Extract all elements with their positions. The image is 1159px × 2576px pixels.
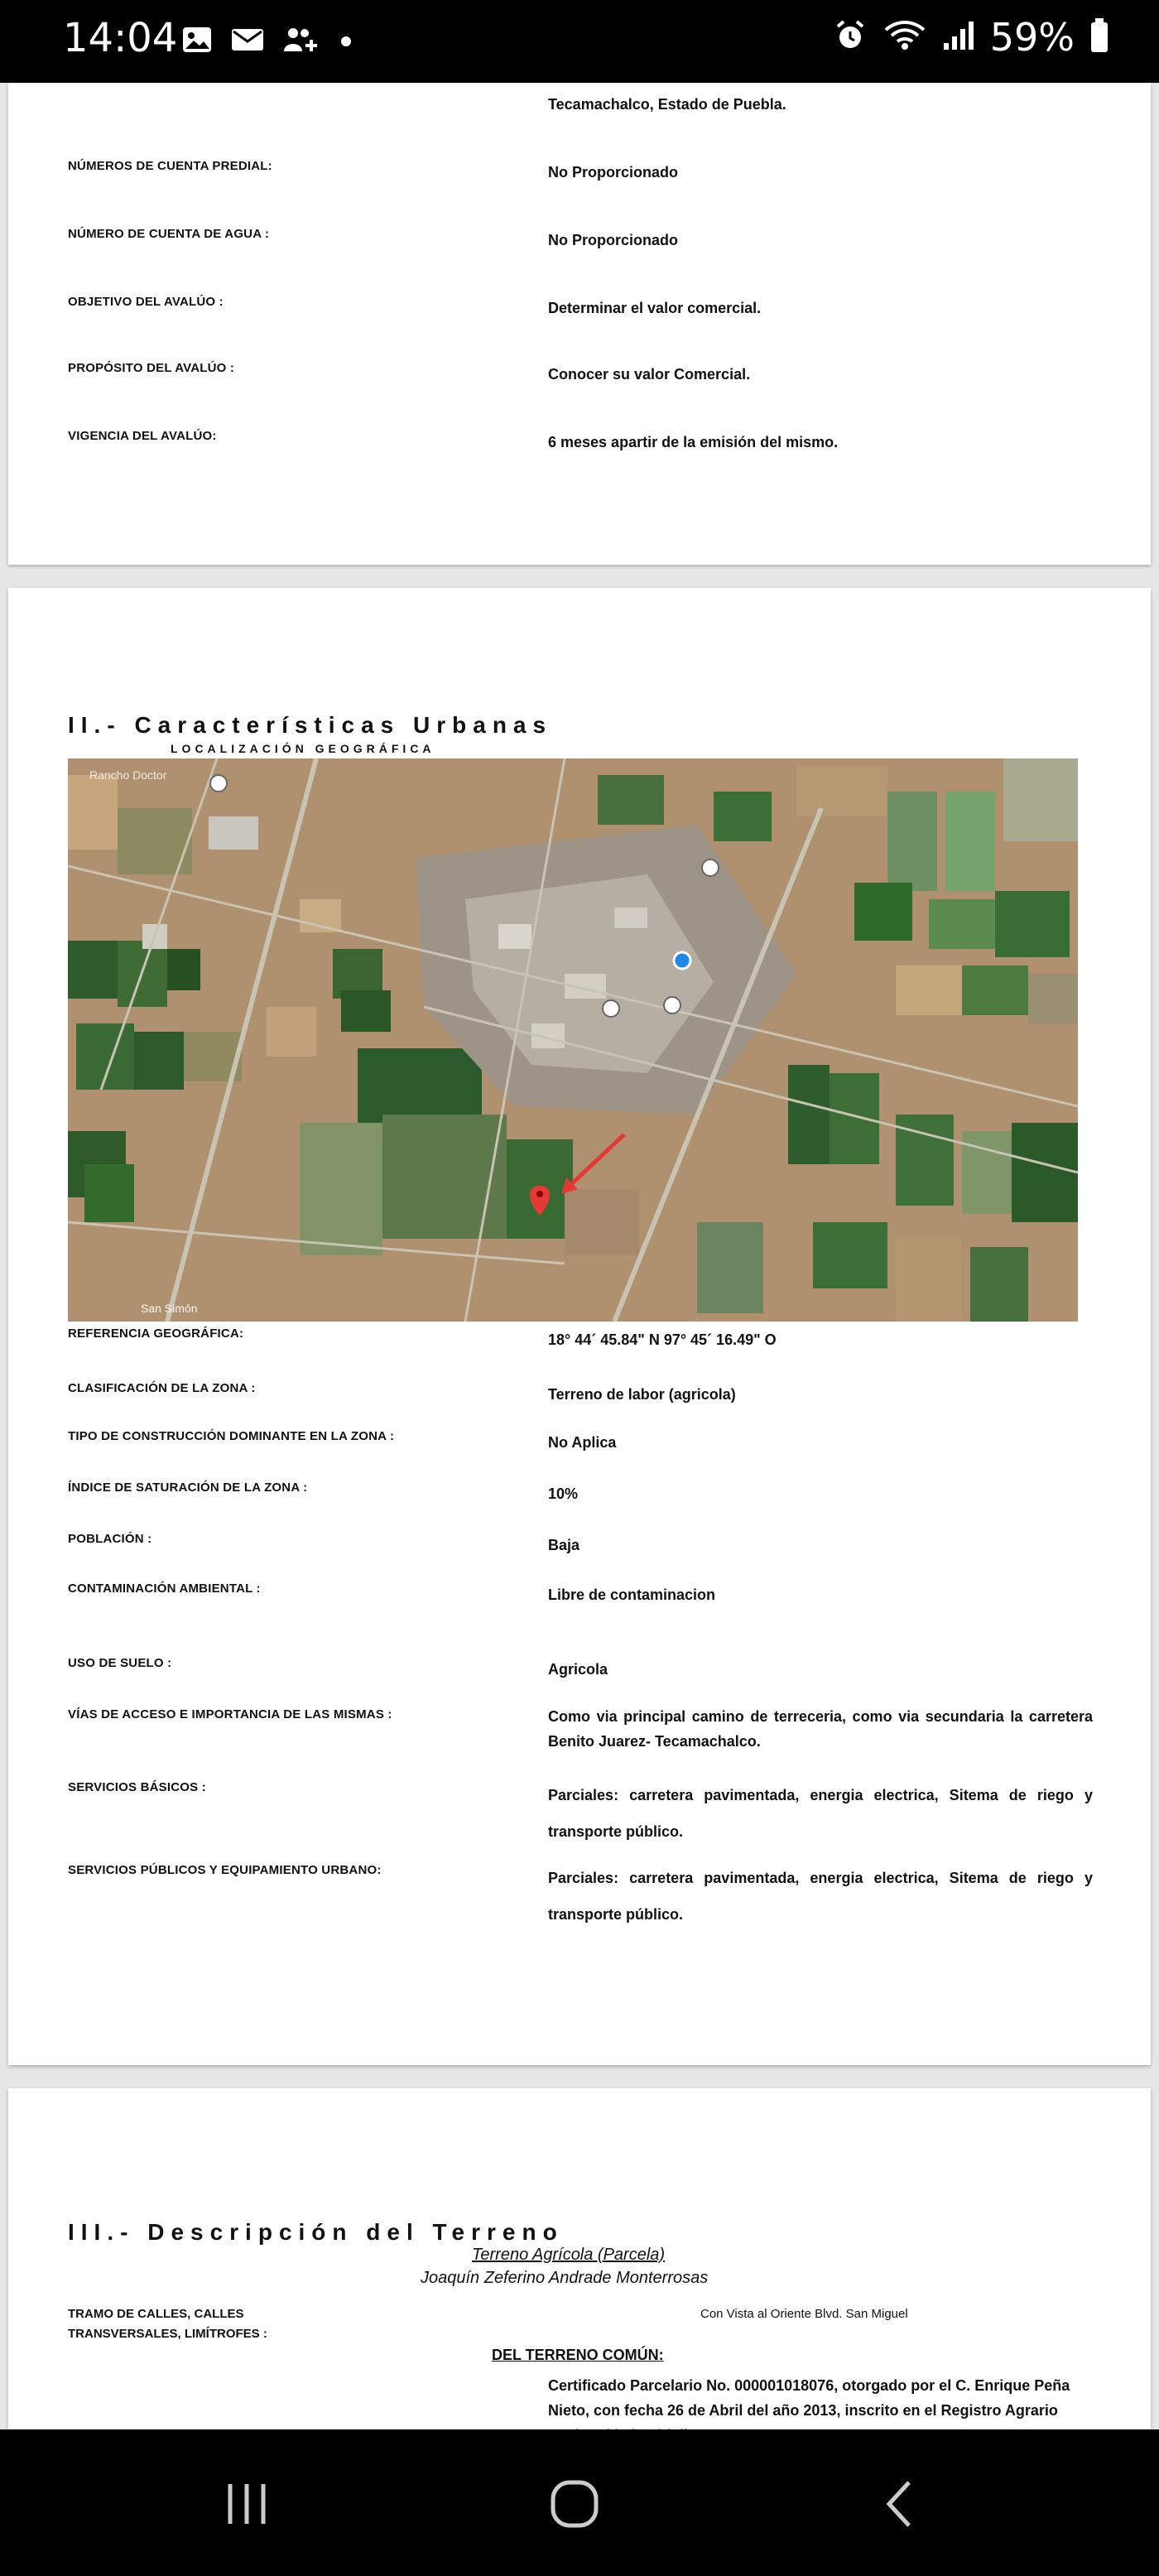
field-value: No Proporcionado — [548, 164, 678, 181]
field-value: 10% — [548, 1485, 579, 1502]
field-value: 18° 44´ 45.84" N 97° 45´ 16.49" O — [548, 1331, 777, 1348]
document-page-2 — [8, 588, 1151, 2065]
field-value: Conocer su valor Comercial. — [548, 366, 751, 383]
wifi-icon — [882, 18, 927, 57]
field-value: Determinar el valor comercial. — [548, 300, 762, 316]
field-value: Libre de contaminacion — [548, 1587, 716, 1603]
owner-name: Joaquín Zeferino Andrade Monterrosas — [421, 2269, 709, 2287]
aerial-map — [68, 758, 1078, 1322]
section-title: II.- Características Urbanas — [68, 712, 553, 738]
field-value: No Proporcionado — [548, 232, 678, 248]
field-value: Agricola — [548, 1661, 608, 1678]
field-label: POBLACIÓN : — [68, 1532, 152, 1546]
navigation-bar — [0, 2429, 1159, 2576]
field-label: VIGENCIA DEL AVALÚO: — [68, 429, 217, 443]
field-value: Terreno de labor (agricola) — [548, 1386, 736, 1403]
field-value: Como via principal camino de terreceria, como via secundaria la carretera Benito Juarez- Tecamachalco. — [548, 1708, 1093, 1750]
recent-apps-icon[interactable] — [222, 2479, 272, 2533]
field-value: 6 meses apartir de la emisión del mismo. — [548, 434, 839, 450]
field-label: NÚMEROS DE CUENTA PREDIAL: — [68, 159, 272, 173]
field-label: ÍNDICE DE SATURACIÓN DE LA ZONA : — [68, 1481, 308, 1495]
streets-label-2: TRANSVERSALES, LIMÍTROFES : — [68, 2327, 267, 2341]
field-value: Parciales: carretera pavimentada, energia electrica, Sitema de riego y transporte público. — [548, 1787, 1093, 1840]
status-time: 14:04 — [63, 15, 178, 61]
system-status — [833, 15, 1109, 60]
common-land-text: Certificado Parcelario No. 000001018076, otorgado por el C. Enrique Peña Nieto, con fecha 26 de Abril del año 2013, inscrito en el Registro Agrario — [548, 2377, 1070, 2419]
map-label-top-left: Rancho Doctor — [89, 768, 167, 782]
notification-icons — [180, 23, 354, 60]
field-label: VÍAS DE ACCESO E IMPORTANCIA DE LAS MISMAS : — [68, 1707, 392, 1721]
field-value: Parciales: carretera pavimentada, energia electrica, Sitema de riego y transporte público. — [548, 1870, 1093, 1923]
field-label: SERVICIOS PÚBLICOS Y EQUIPAMIENTO URBANO: — [68, 1863, 382, 1877]
document-page-1 — [8, 83, 1151, 565]
common-land-heading: DEL TERRENO COMÚN: — [492, 2347, 664, 2363]
location-line: Tecamachalco, Estado de Puebla. — [548, 96, 786, 113]
field-label: TIPO DE CONSTRUCCIÓN DOMINANTE EN LA ZONA : — [68, 1429, 395, 1443]
battery-percent: 59% — [989, 15, 1075, 60]
map-label-bottom-left: San Simón — [141, 1302, 198, 1315]
home-icon[interactable] — [548, 2479, 601, 2533]
document-page-3 — [8, 2088, 1151, 2436]
signal-icon — [942, 18, 975, 57]
field-label: OBJETIVO DEL AVALÚO : — [68, 295, 224, 309]
battery-icon — [1089, 17, 1109, 59]
field-label: SERVICIOS BÁSICOS : — [68, 1780, 206, 1794]
field-label: CONTAMINACIÓN AMBIENTAL : — [68, 1582, 261, 1596]
status-bar — [0, 0, 1159, 83]
field-label: NÚMERO DE CUENTA DE AGUA : — [68, 227, 270, 241]
land-type: Terreno Agrícola (Parcela) — [472, 2246, 666, 2264]
streets-label-1: TRAMO DE CALLES, CALLES — [68, 2307, 244, 2321]
section-title: III.- Descripción del Terreno — [68, 2219, 564, 2245]
section-subtitle: LOCALIZACIÓN GEOGRÁFICA — [171, 742, 435, 755]
teams-icon — [281, 23, 321, 60]
field-label: CLASIFICACIÓN DE LA ZONA : — [68, 1381, 256, 1395]
field-label: REFERENCIA GEOGRÁFICA: — [68, 1327, 244, 1341]
field-value: Baja — [548, 1537, 580, 1553]
aerial-map-image — [68, 758, 1078, 1322]
field-label: USO DE SUELO : — [68, 1656, 172, 1670]
image-icon — [180, 23, 214, 60]
field-value: No Aplica — [548, 1434, 617, 1451]
back-icon[interactable] — [882, 2479, 916, 2533]
field-label: PROPÓSITO DEL AVALÚO : — [68, 361, 235, 375]
streets-value: Con Vista al Oriente Blvd. San Miguel — [700, 2307, 908, 2321]
alarm-icon — [833, 18, 868, 57]
dot-icon — [338, 23, 354, 60]
mail-icon — [230, 23, 265, 60]
